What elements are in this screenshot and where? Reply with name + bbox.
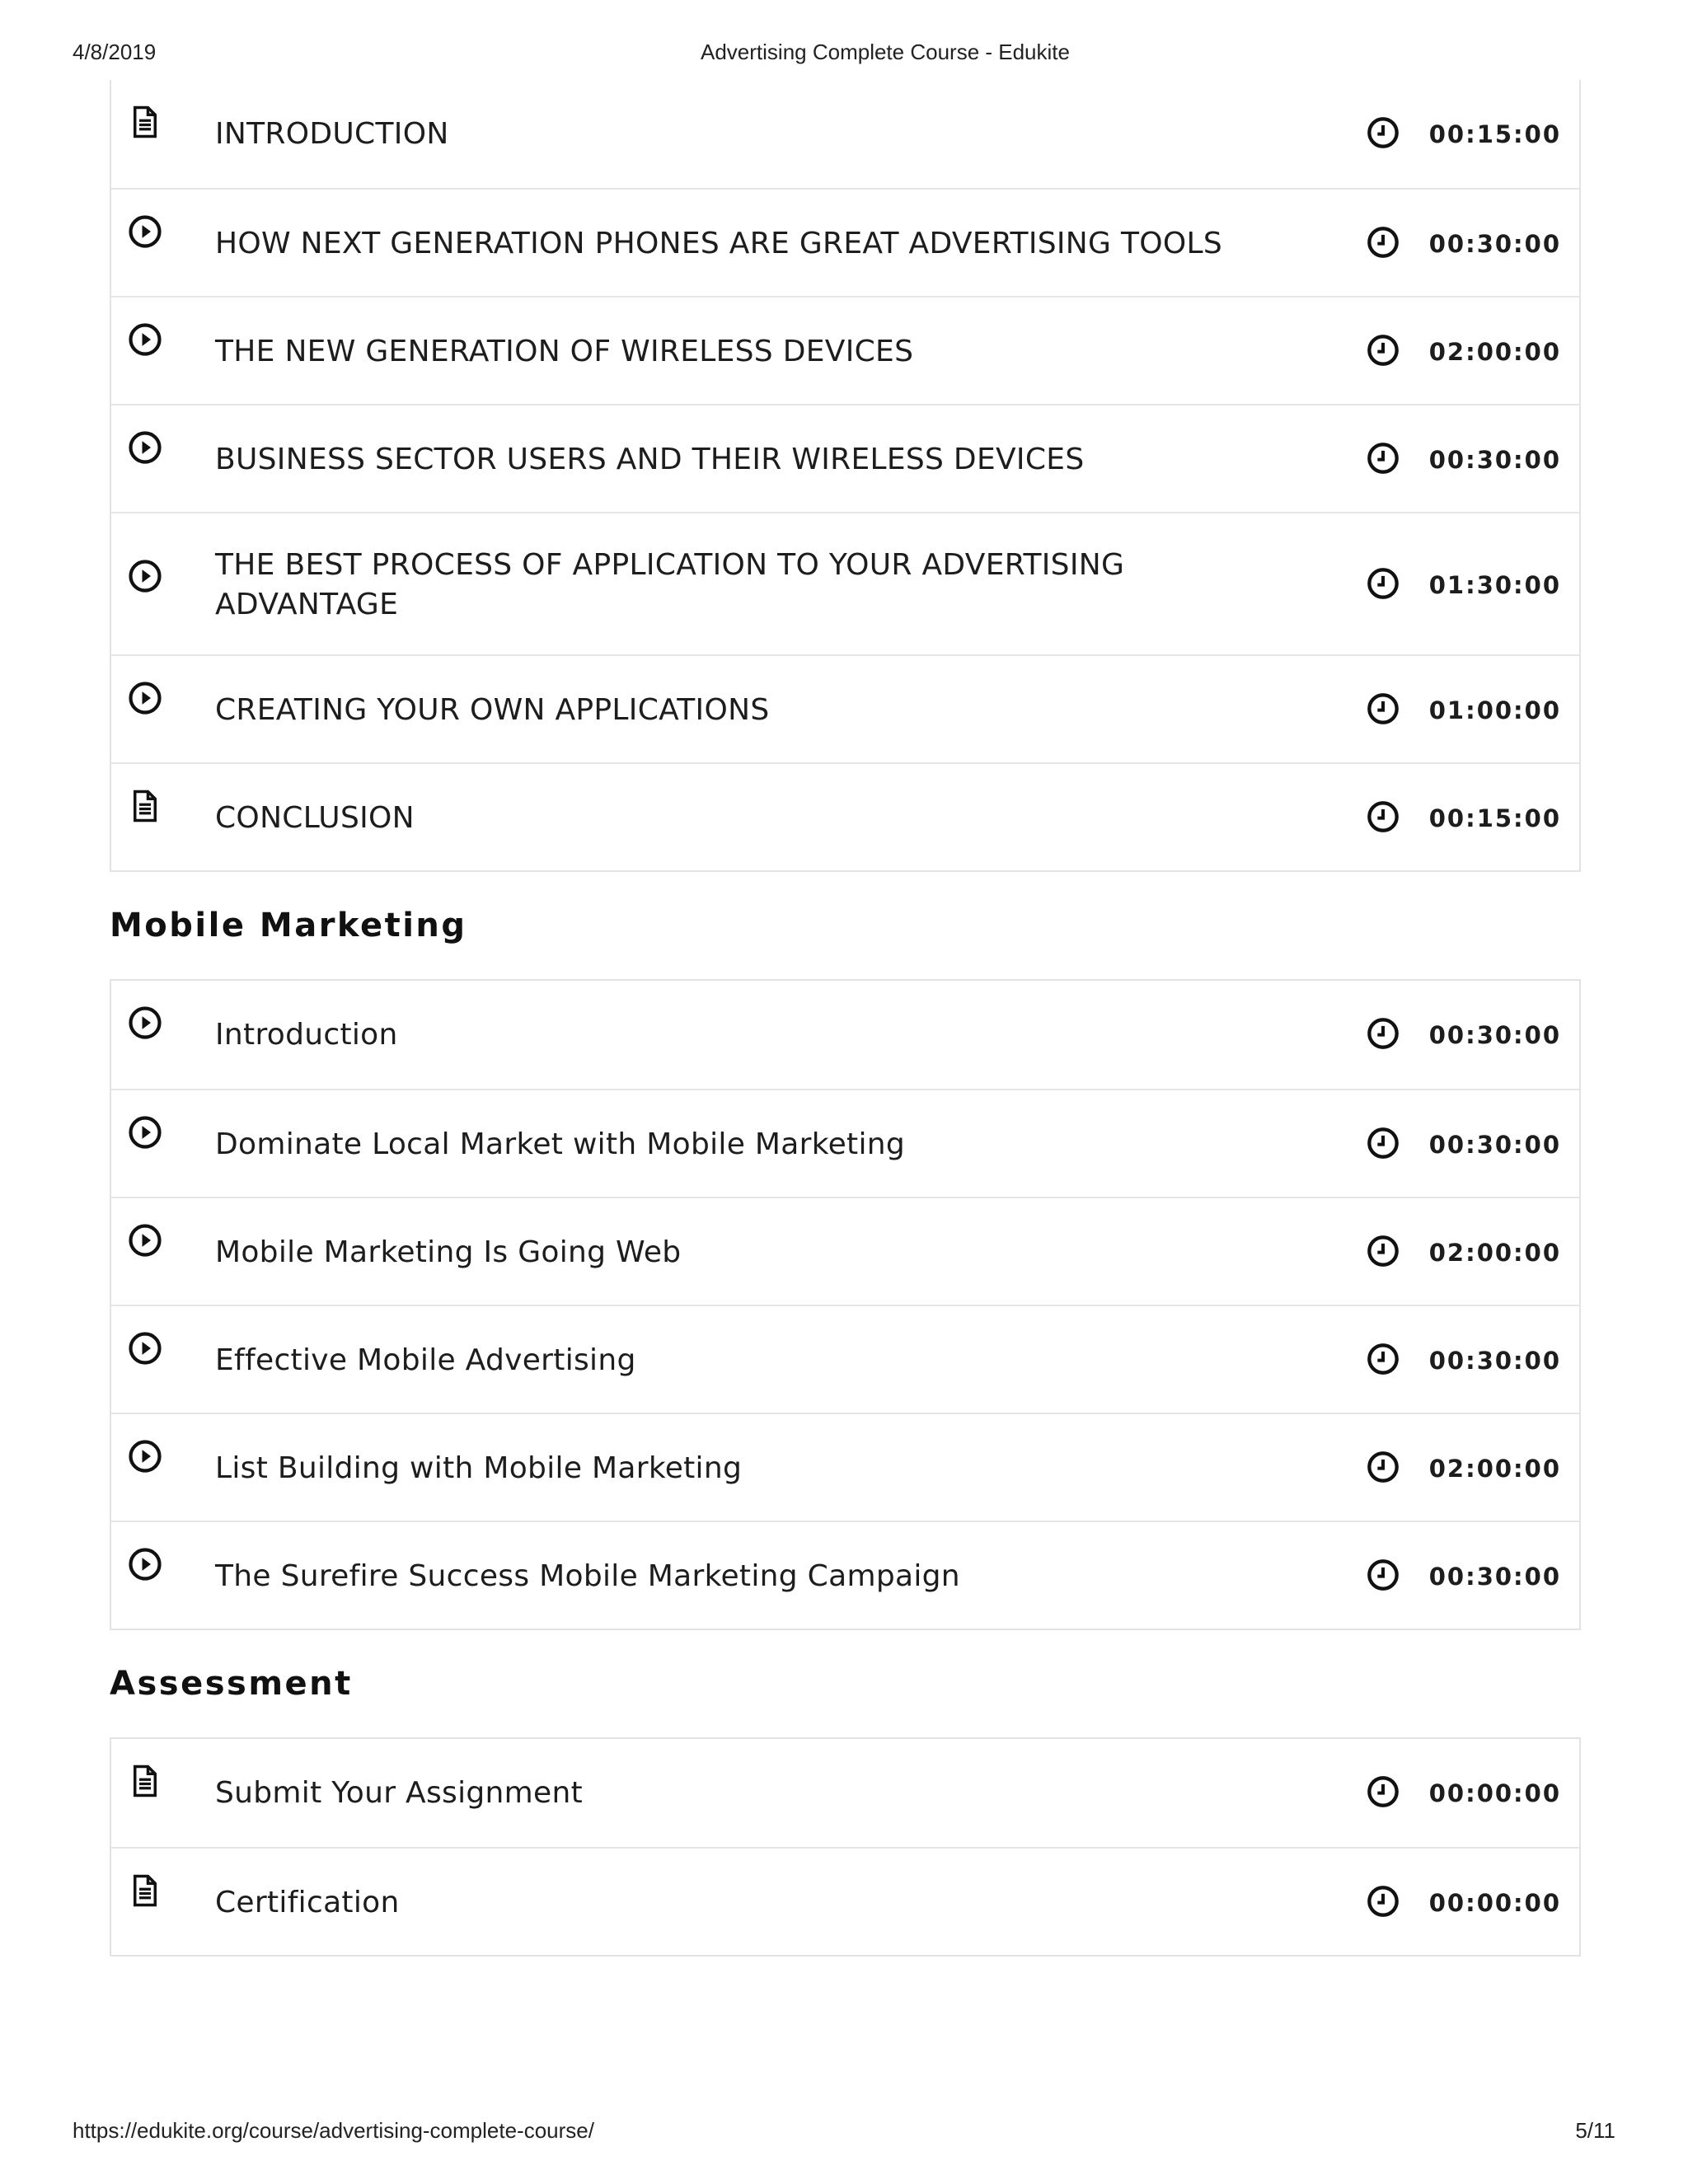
lesson-title: INTRODUCTION (215, 116, 449, 151)
play-icon (128, 1115, 162, 1150)
clock-icon (1367, 1451, 1400, 1483)
print-url: https://edukite.org/course/advertising-complete-course/ (73, 2118, 594, 2143)
lesson-title: Introduction (215, 1017, 398, 1052)
clock-icon (1367, 1885, 1400, 1918)
clock-icon (1367, 1235, 1400, 1268)
play-icon (128, 430, 162, 465)
lesson-title: The Surefire Success Mobile Marketing Campaign (215, 1558, 960, 1593)
clock-icon (1367, 692, 1400, 725)
play-icon (128, 681, 162, 715)
lesson-duration: 00:30:00 (1428, 229, 1561, 258)
print-date: 4/8/2019 (73, 40, 157, 64)
play-icon (128, 1005, 162, 1040)
clock-icon (1367, 1343, 1400, 1376)
clock-icon (1367, 116, 1400, 149)
lesson-duration: 00:30:00 (1428, 445, 1561, 474)
clock-icon (1367, 1558, 1400, 1591)
play-icon (128, 1547, 162, 1582)
lesson-row[interactable] (111, 1197, 1579, 1305)
lesson-duration: 00:30:00 (1428, 1562, 1561, 1591)
print-header (73, 40, 1615, 68)
clock-icon (1367, 334, 1400, 367)
lesson-row[interactable] (111, 188, 1579, 296)
clock-icon (1367, 567, 1400, 600)
play-icon (128, 322, 162, 357)
lesson-row[interactable] (111, 404, 1579, 512)
document-icon (128, 105, 162, 139)
lesson-duration: 02:00:00 (1428, 1454, 1561, 1483)
clock-icon (1367, 1775, 1400, 1808)
document-icon (128, 789, 162, 823)
lesson-title: THE NEW GENERATION OF WIRELESS DEVICES (215, 334, 914, 368)
lesson-row[interactable] (111, 1847, 1579, 1955)
clock-icon (1367, 800, 1400, 833)
lesson-row[interactable] (111, 296, 1579, 404)
lesson-row[interactable] (111, 1521, 1579, 1629)
lesson-duration: 02:00:00 (1428, 1238, 1561, 1267)
play-icon (128, 1439, 162, 1474)
lesson-title: HOW NEXT GENERATION PHONES ARE GREAT ADVERTISING TOOLS (215, 226, 1223, 260)
lesson-title: CONCLUSION (215, 800, 415, 835)
lesson-row[interactable] (111, 1089, 1579, 1197)
clock-icon (1367, 1017, 1400, 1050)
clock-icon (1367, 442, 1400, 475)
clock-icon (1367, 1127, 1400, 1160)
lesson-list (110, 1737, 1581, 1957)
lesson-duration: 00:30:00 (1428, 1130, 1561, 1159)
lesson-title: BUSINESS SECTOR USERS AND THEIR WIRELESS DEVICES (215, 442, 1085, 476)
play-icon (128, 1223, 162, 1258)
lesson-duration: 00:30:00 (1428, 1020, 1561, 1049)
lesson-duration: 00:00:00 (1428, 1779, 1561, 1807)
document-icon (128, 1873, 162, 1908)
lesson-title: Effective Mobile Advertising (215, 1343, 636, 1377)
lesson-title: THE BEST PROCESS OF APPLICATION TO YOUR ADVERTISING ADVANTAGE (215, 547, 1125, 621)
lesson-row[interactable] (111, 762, 1579, 870)
course-curriculum (110, 80, 1581, 1957)
play-icon (128, 1331, 162, 1366)
lesson-list (110, 979, 1581, 1630)
lesson-title: CREATING YOUR OWN APPLICATIONS (215, 692, 770, 727)
print-footer (73, 2118, 1615, 2146)
lesson-duration: 02:00:00 (1428, 337, 1561, 366)
lesson-row[interactable] (111, 1413, 1579, 1521)
print-page-title: Advertising Complete Course - Edukite (701, 40, 1070, 64)
lesson-duration: 01:30:00 (1428, 570, 1561, 599)
lesson-row[interactable] (111, 981, 1579, 1089)
lesson-row[interactable] (111, 654, 1579, 762)
lesson-row[interactable] (111, 512, 1579, 654)
lesson-row[interactable] (111, 1305, 1579, 1413)
document-icon (128, 1764, 162, 1798)
lesson-title: Dominate Local Market with Mobile Marketing (215, 1127, 906, 1161)
section-title: Mobile Marketing (110, 907, 467, 944)
play-icon (128, 559, 162, 593)
lesson-row[interactable] (111, 1739, 1579, 1847)
lesson-duration: 00:00:00 (1428, 1888, 1561, 1917)
lesson-title: Mobile Marketing Is Going Web (215, 1235, 682, 1269)
lesson-duration: 00:15:00 (1428, 120, 1561, 148)
section-title: Assessment (110, 1665, 353, 1703)
play-icon (128, 214, 162, 249)
lesson-row[interactable] (111, 80, 1579, 188)
lesson-duration: 00:30:00 (1428, 1346, 1561, 1375)
page-number: 5/11 (1575, 2118, 1615, 2143)
lesson-title: Submit Your Assignment (215, 1775, 584, 1810)
lesson-list (110, 80, 1581, 872)
clock-icon (1367, 226, 1400, 259)
lesson-title: List Building with Mobile Marketing (215, 1451, 743, 1485)
lesson-title: Certification (215, 1885, 400, 1919)
lesson-duration: 01:00:00 (1428, 696, 1561, 724)
lesson-duration: 00:15:00 (1428, 804, 1561, 832)
